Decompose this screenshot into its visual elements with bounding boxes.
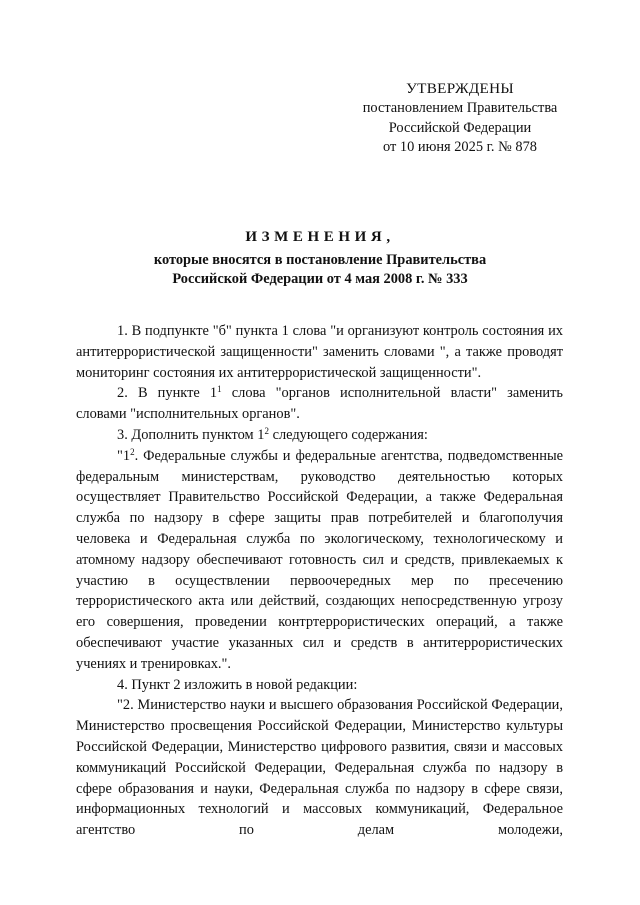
item-3-text-end: следующего содержания: bbox=[268, 426, 428, 443]
approval-stamp bbox=[340, 79, 580, 157]
approval-title: УТВЕРЖДЕНЫ bbox=[406, 80, 514, 97]
approval-line: постановлением Правительства bbox=[362, 100, 558, 117]
heading-subtitle bbox=[60, 251, 580, 290]
heading-subtitle-line: которые вносятся в постановление Правительства bbox=[153, 252, 487, 268]
document-heading bbox=[60, 228, 580, 290]
item-3-superscript: 2 bbox=[264, 425, 269, 436]
paragraph-item-4: 4. Пункт 2 изложить в новой редакции: bbox=[117, 676, 358, 693]
quote-1-text-end: . Федеральные службы и федеральные агентства, подведомственные федеральным министерствам, руководство деятельностью которых осуществляет Правительство Российской Федерации, а также Федеральная служба по надзору в сфере защиты прав потребителей и благополучия человека и Федеральная служба по экологическому, технологическому и атомному надзору обеспечивают готовность сил и средств, привлекаемых к участию в осуществлении первоочередных мер по пресечению террористического акта или действий, создающих непосредственную угрозу его совершения, проведении контртеррористических операций, а также обеспечивают участие указанных сил и средств в антитеррористических учениях и тренировках.". bbox=[76, 447, 563, 672]
paragraph-quote-1 bbox=[76, 446, 563, 675]
item-3-text-start: 3. Дополнить пунктом 1 bbox=[117, 426, 265, 443]
approval-line: Российской Федерации bbox=[388, 119, 532, 136]
heading-subtitle-line: Российской Федерации от 4 мая 2008 г. № 333 bbox=[172, 271, 468, 288]
item-2-text-end: слова "органов исполнительной власти" заменить словами "исполнительных органов". bbox=[76, 385, 563, 423]
paragraph-item-2 bbox=[76, 383, 563, 425]
approval-date-line: от 10 июня 2025 г. № 878 bbox=[382, 138, 538, 155]
heading-title: ИЗМЕНЕНИЯ, bbox=[245, 229, 395, 245]
paragraph-item-3 bbox=[76, 425, 563, 446]
document-body bbox=[76, 321, 563, 841]
item-2-superscript: 1 bbox=[217, 384, 222, 395]
quote-1-superscript: 2 bbox=[130, 446, 135, 457]
quote-1-text-start: "1 bbox=[117, 447, 131, 464]
paragraph-quote-2: "2. Министерство науки и высшего образования Российской Федерации, Министерство просвещения Российской Федерации, Министерство культуры Российской Федерации, Министерство цифрового развития, связи и массовых коммуникаций Российской Федерации, Федеральная служба по надзору в сфере образования и науки, Федеральная служба по надзору в сфере связи, информационных технологий и массовых коммуникаций, Федеральное агентство по делам молодежи, bbox=[76, 697, 563, 839]
item-2-text-start: 2. В пункте 1 bbox=[117, 385, 218, 402]
paragraph-item-1: 1. В подпункте "б" пункта 1 слова "и организуют контроль состояния их антитеррористической защищенности" заменить словами ", а также проводят мониторинг состояния их антитеррористической защищенности". bbox=[76, 323, 563, 381]
